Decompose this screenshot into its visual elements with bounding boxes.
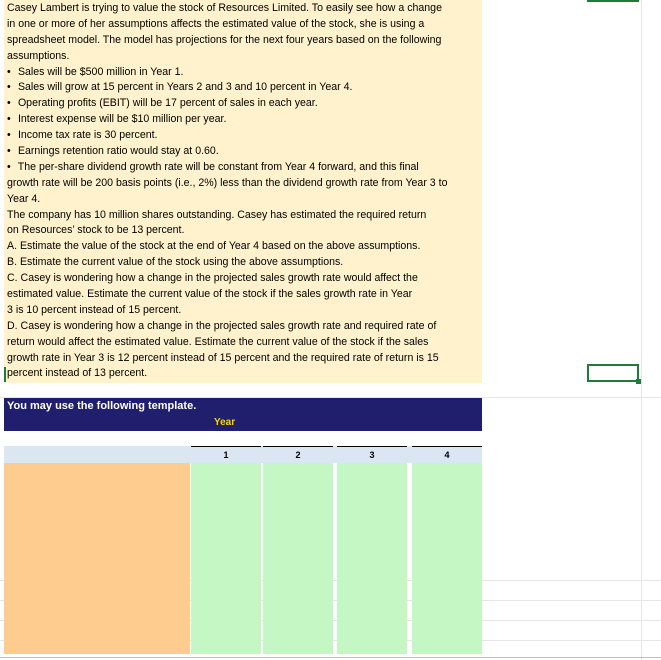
problem-line: estimated value. Estimate the current value of the stock if the sales growth rate in Year [7,288,413,301]
problem-text [7,1,479,382]
problem-line: return would affect the estimated value. Estimate the current value of the stock if the sales [7,335,429,348]
problem-line: percent instead of 13 percent. [7,367,148,380]
fill-handle[interactable] [636,379,641,384]
problem-line: assumptions. [7,49,70,62]
assumption-bullet: • Earnings retention ratio would stay at 0.60. [7,144,479,160]
selection-border-top [587,0,639,2]
template-header [4,398,482,431]
year-1-data-column[interactable] [191,463,261,654]
assumption-bullet: • Interest expense will be $10 million per year. [7,112,479,128]
year-3-data-column[interactable] [337,463,407,654]
question-c: C. Casey is wondering how a change in the projected sales growth rate would affect the [7,272,418,285]
row-labels-area[interactable] [4,463,190,654]
year-column-3[interactable]: 3 [337,446,407,464]
gridline [641,0,642,660]
problem-line: in one or more of her assumptions affects the estimated value of the stock, she is using a [7,17,425,30]
assumption-bullet: • Income tax rate is 30 percent. [7,128,479,144]
selected-cell[interactable] [587,364,639,382]
year-column-4[interactable]: 4 [412,446,482,464]
assumption-bullet: • Operating profits (EBIT) will be 17 percent of sales in each year. [7,96,479,112]
question-b: B. Estimate the current value of the stock using the above assumptions. [7,256,344,269]
question-d: D. Casey is wondering how a change in the projected sales growth rate and required rate of [7,319,437,332]
problem-text-cell[interactable] [4,0,482,383]
year-4-data-column[interactable] [412,463,482,654]
text-cursor [4,367,6,382]
template-label: You may use the following template. [7,400,197,412]
assumption-bullet: • Sales will grow at 15 percent in Years 2 and 3 and 10 percent in Year 4. [7,80,479,96]
problem-line: spreadsheet model. The model has projections for the next four years based on the following [7,33,442,46]
problem-line: Casey Lambert is trying to value the stock of Resources Limited. To easily see how a change [7,2,442,14]
problem-line: 3 is 10 percent instead of 15 percent. [7,303,182,316]
assumption-bullet: • The per-share dividend growth rate will be constant from Year 4 forward, and this final [7,160,479,176]
assumption-bullet: • Sales will be $500 million in Year 1. [7,65,479,81]
sheet-bottom-border [0,657,661,658]
problem-line: Year 4. [7,192,41,205]
year-header: Year [214,417,236,428]
problem-line: growth rate in Year 3 is 12 percent instead of 15 percent and the required rate of return is 15 [7,351,439,364]
problem-line: on Resources’ stock to be 13 percent. [7,224,185,237]
year-column-2[interactable]: 2 [263,446,333,464]
year-column-1[interactable]: 1 [191,446,261,464]
year-2-data-column[interactable] [263,463,333,654]
problem-line: growth rate will be 200 basis points (i.e., 2%) less than the dividend growth rate from Year 3 to [7,176,448,189]
problem-line: The company has 10 million shares outstanding. Casey has estimated the required return [7,208,427,221]
question-a: A. Estimate the value of the stock at the end of Year 4 based on the above assumptions. [7,240,421,253]
